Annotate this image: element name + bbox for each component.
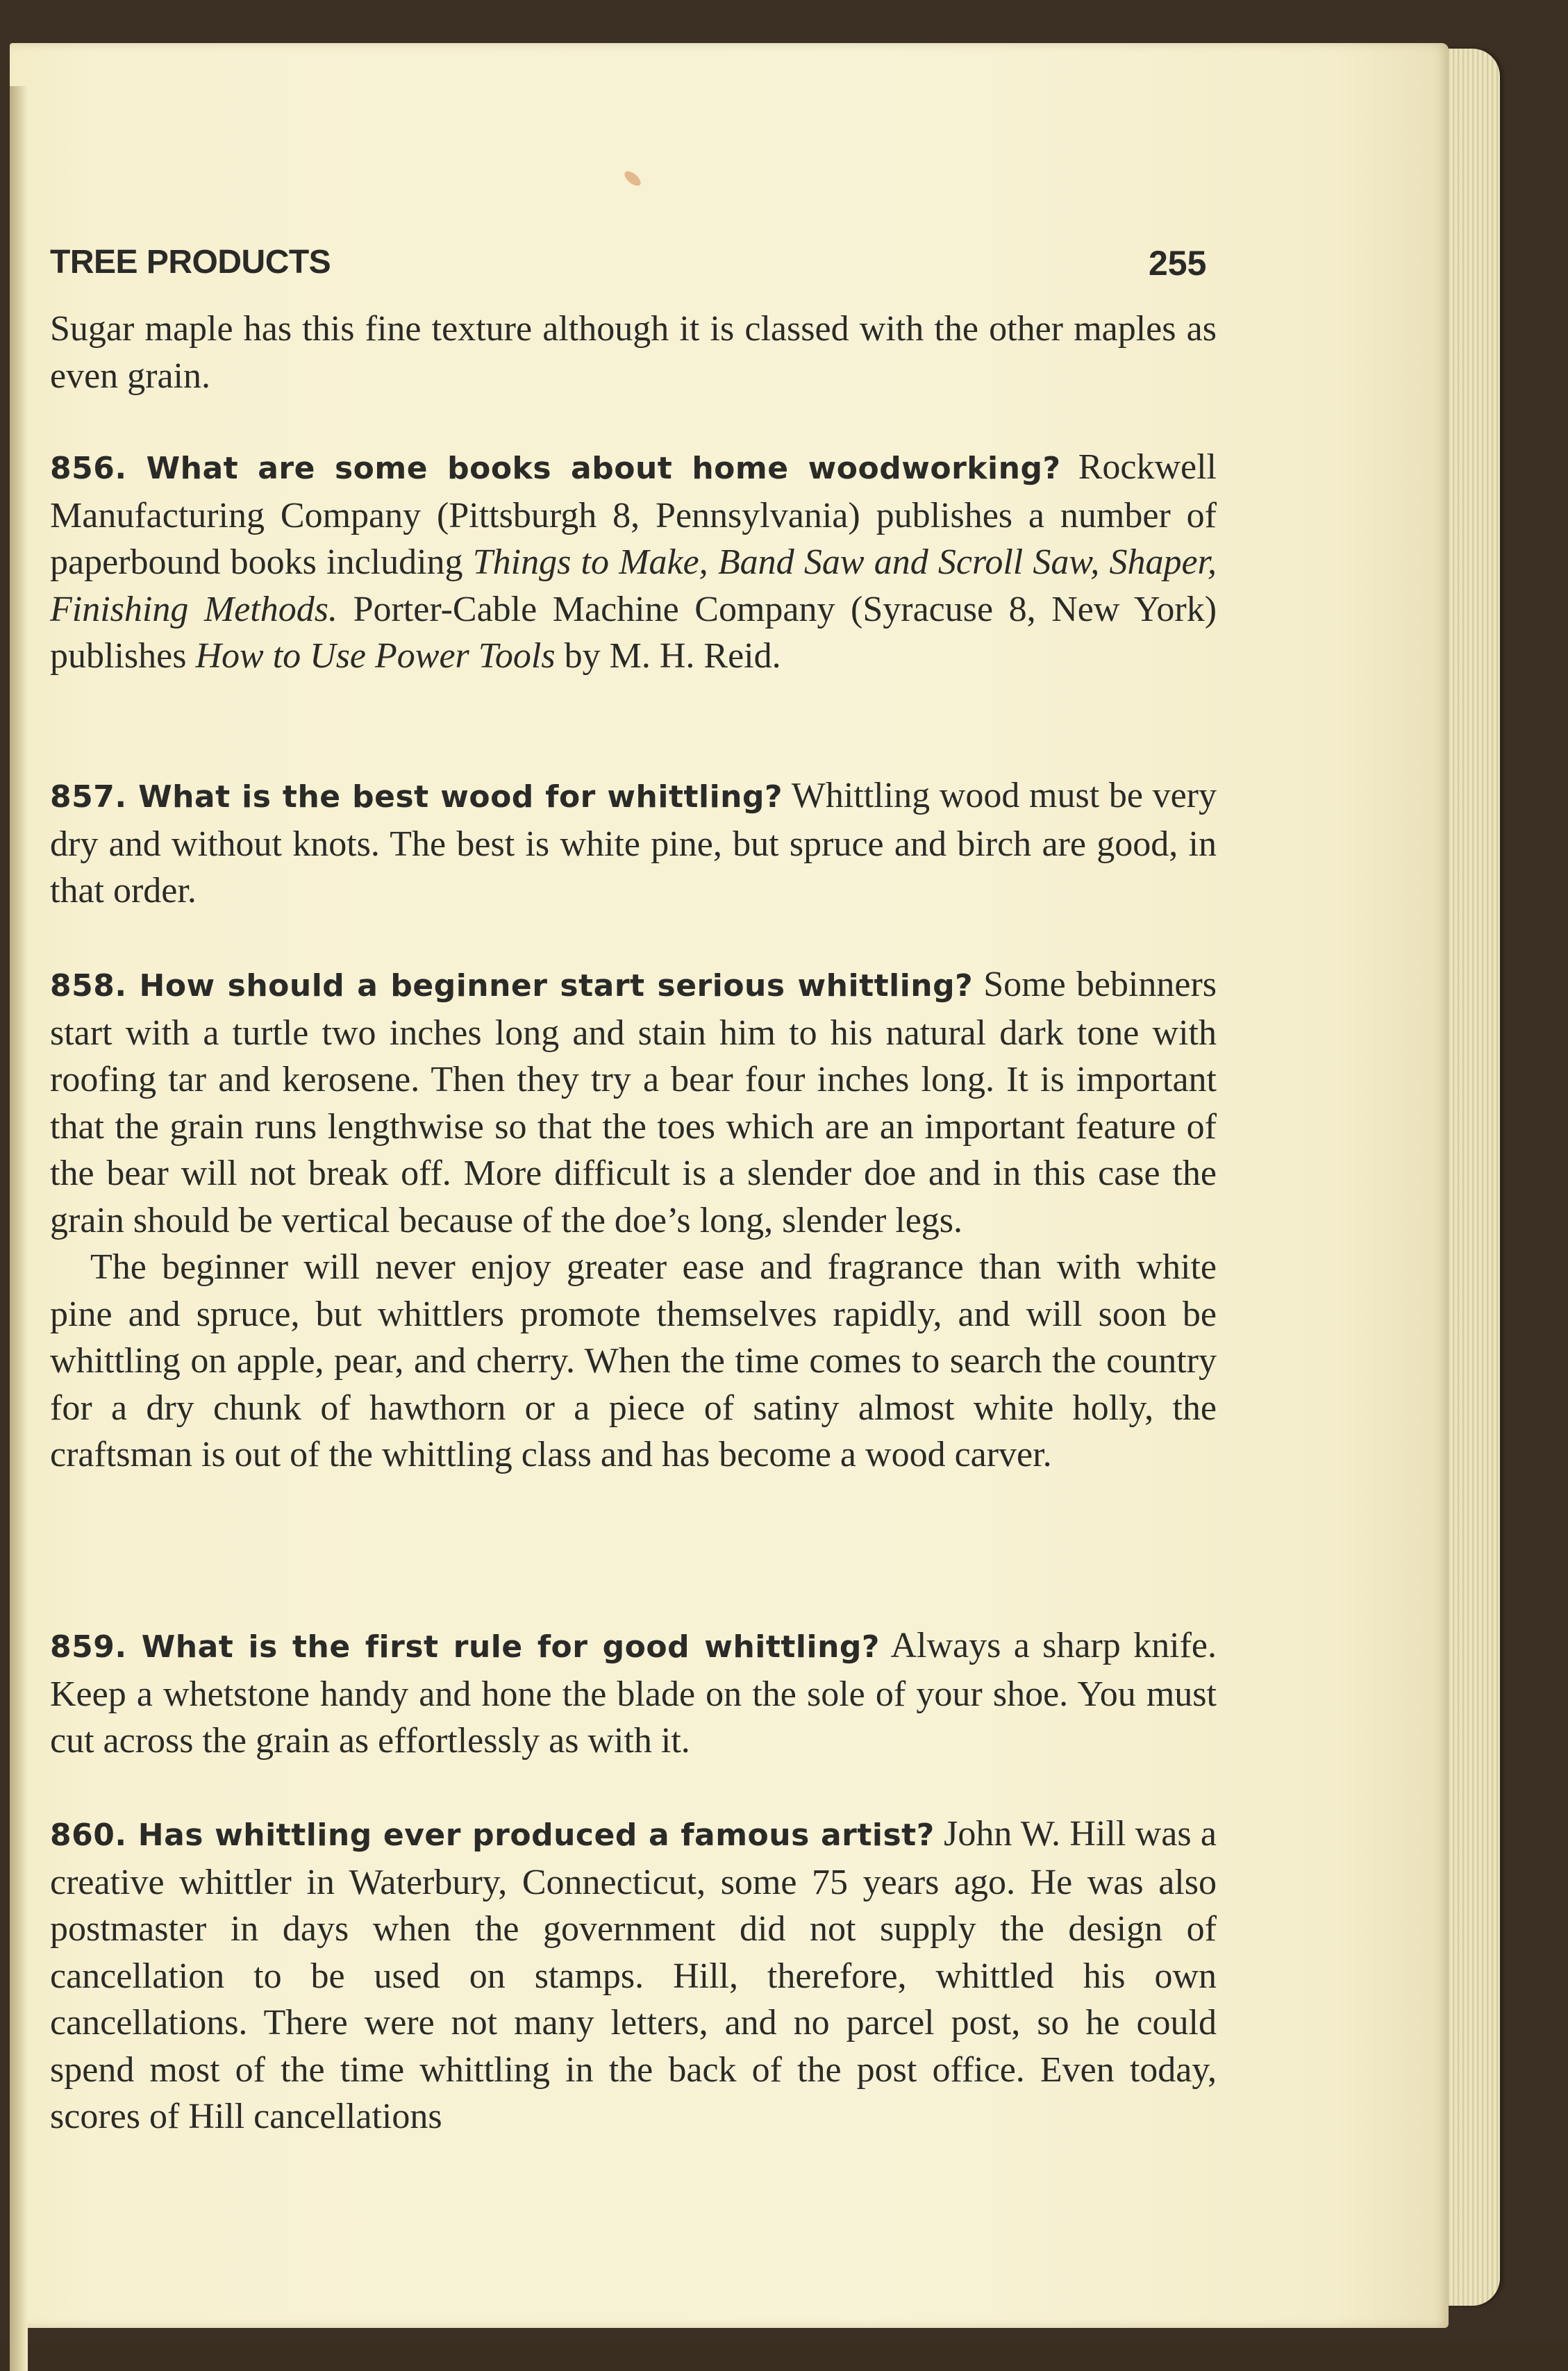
answer-856-e: by M. H. Reid. — [555, 636, 781, 676]
answer-856-titles: Things to Make, Band Saw and Scroll Saw, Shaper, Finishing Methods. — [50, 542, 1217, 629]
page-number: 255 — [1149, 244, 1207, 283]
question-860: 860. Has whittling ever produced a famous artist? — [50, 1817, 935, 1853]
entry-857 — [50, 772, 1217, 915]
question-859: 859. What is the first rule for good whittling? — [50, 1629, 880, 1665]
spine-shadow — [10, 86, 28, 2371]
entry-860-paragraph — [50, 1811, 1217, 2140]
book-page — [10, 43, 1449, 2328]
question-858: 858. How should a beginner start serious whittling? — [50, 968, 974, 1004]
answer-856-title: How to Use Power Tools — [195, 636, 556, 676]
running-title: TREE PRODUCTS — [50, 244, 331, 281]
entry-856 — [50, 444, 1217, 680]
entry-858-continuation: The beginner will never enjoy greater ease and fragrance than with white pine and spruce, but whittlers promote themselves rapidly, and will soon be whittling on apple, pear, and cherry. When the time comes to search the country for a dry chunk of hawthorn or a piece of satiny almost white holly, the craftsman is out of the whittling class and has become a wood carver. — [50, 1247, 1217, 1474]
body-text — [50, 306, 1217, 399]
answer-860: John W. Hill was a creative whittler in Waterbury, Connecticut, some 75 years ago. He was also postmaster in days when the government did not supply the design of cancellation to be used on stamps. Hill, therefore, whittled his own cancellations. There were not many letters, and no parcel post, so he could spend most of the time whittling in the back of the post office. Even today, scores of Hill cancellations — [50, 1814, 1217, 2136]
answer-857: Whittling wood must be very dry and without knots. The best is white pine, but spruce and birch are good, in that order. — [50, 776, 1217, 910]
page-stain — [622, 169, 643, 189]
entry-857-paragraph — [50, 772, 1217, 915]
opening-paragraph: Sugar maple has this fine texture although it is classed with the other maples as even grain. — [50, 309, 1217, 396]
entry-859-paragraph — [50, 1622, 1217, 1765]
entry-858 — [50, 961, 1217, 1479]
answer-859: Always a sharp knife. Keep a whetstone handy and hone the blade on the sole of your shoe. You must cut across the grain as effortlessly as with it. — [50, 1626, 1217, 1761]
entry-860 — [50, 1811, 1217, 2140]
entry-858-paragraph — [50, 961, 1217, 1244]
question-857: 857. What is the best wood for whittling? — [50, 779, 783, 815]
entry-859 — [50, 1622, 1217, 1765]
answer-856-c: Porter-Cable Machine Company (Syracuse 8, New York) publishes — [50, 589, 1217, 676]
question-856: 856. What are some books about home woodworking? — [50, 451, 1061, 486]
answer-858: Some bebinners start with a turtle two inches long and stain him to his natural dark tone with roofing tar and kerosene. Then they try a bear four inches long. It is important that the grain runs lengthwise so that the toes which are an important feature of the bear will not break off. More difficult is a slender doe and in this case the grain should be vertical because of the doe’s long, slender legs. — [50, 965, 1217, 1240]
entry-856-paragraph — [50, 444, 1217, 680]
answer-856-a: Rockwell Manufacturing Company (Pittsburgh 8, Pennsylvania) publishes a number of paperbound books including — [50, 447, 1217, 582]
